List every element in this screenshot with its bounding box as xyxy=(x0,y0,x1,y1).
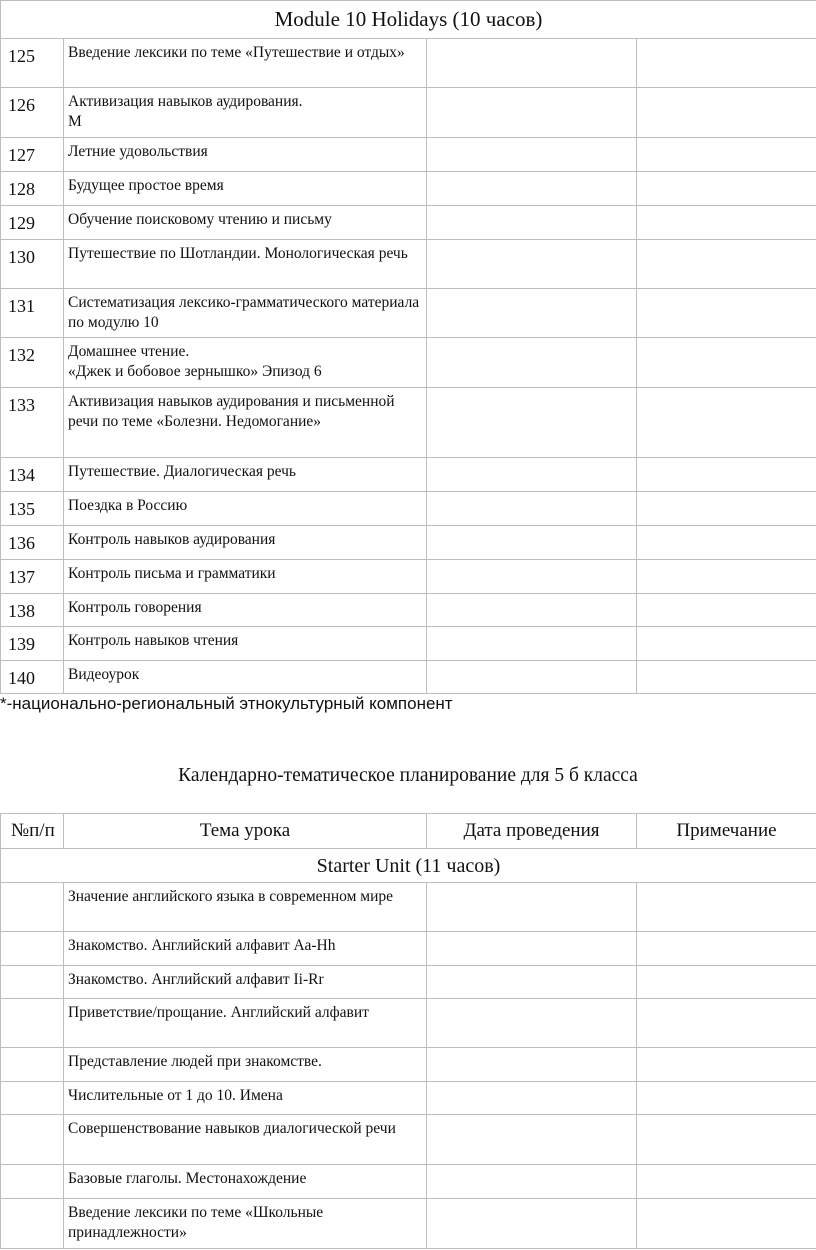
lesson-topic: Совершенствование навыков диалогической речи xyxy=(64,1115,427,1165)
lesson-number: 130 xyxy=(1,240,64,289)
lesson-note xyxy=(637,338,816,388)
lesson-note xyxy=(637,458,816,492)
lesson-number: 126 xyxy=(1,88,64,138)
lesson-note xyxy=(637,932,816,966)
table-row xyxy=(1,1199,816,1249)
lesson-number: 131 xyxy=(1,289,64,338)
lesson-number: 140 xyxy=(1,661,64,694)
lesson-date xyxy=(427,458,637,492)
plan-table xyxy=(0,813,816,1249)
table-row xyxy=(1,1165,816,1199)
lesson-topic: Поездка в Россию xyxy=(64,492,427,526)
lesson-note xyxy=(637,1115,816,1165)
table-row xyxy=(1,627,816,661)
lesson-number xyxy=(1,1199,64,1249)
table-row xyxy=(1,492,816,526)
lesson-date xyxy=(427,1165,637,1199)
lesson-note xyxy=(637,88,816,138)
table-row xyxy=(1,526,816,560)
lesson-number: 139 xyxy=(1,627,64,661)
lesson-number xyxy=(1,966,64,999)
lesson-number xyxy=(1,932,64,966)
lesson-note xyxy=(637,883,816,932)
lesson-topic: Значение английского языка в современном мире xyxy=(64,883,427,932)
lesson-date xyxy=(427,526,637,560)
lesson-number: 125 xyxy=(1,39,64,88)
lesson-note xyxy=(637,1165,816,1199)
lesson-topic: Введение лексики по теме «Школьные принадлежности» xyxy=(64,1199,427,1249)
lesson-number: 129 xyxy=(1,206,64,240)
table-row xyxy=(1,388,816,458)
lesson-note xyxy=(637,560,816,594)
lesson-date xyxy=(427,1048,637,1082)
lesson-topic: Домашнее чтение. «Джек и бобовое зернышко» Эпизод 6 xyxy=(64,338,427,388)
lesson-date xyxy=(427,1199,637,1249)
lesson-number xyxy=(1,883,64,932)
lesson-topic: Путешествие. Диалогическая речь xyxy=(64,458,427,492)
plan-table-body xyxy=(1,814,816,1249)
lesson-number xyxy=(1,1082,64,1115)
lesson-date xyxy=(427,206,637,240)
lesson-date xyxy=(427,594,637,627)
lesson-topic: Видеоурок xyxy=(64,661,427,694)
lesson-topic: Обучение поисковому чтению и письму xyxy=(64,206,427,240)
lesson-date xyxy=(427,388,637,458)
lesson-topic: Будущее простое время xyxy=(64,172,427,206)
lesson-number: 138 xyxy=(1,594,64,627)
lesson-date xyxy=(427,966,637,999)
lesson-date xyxy=(427,1082,637,1115)
lesson-date xyxy=(427,661,637,694)
lesson-date xyxy=(427,1115,637,1165)
lesson-date xyxy=(427,627,637,661)
table-row xyxy=(1,932,816,966)
lesson-date xyxy=(427,289,637,338)
lesson-note xyxy=(637,138,816,172)
module10-table-body xyxy=(1,1,816,694)
lesson-note xyxy=(637,39,816,88)
lesson-note xyxy=(637,1082,816,1115)
table-row xyxy=(1,999,816,1048)
lesson-date xyxy=(427,338,637,388)
lesson-note xyxy=(637,627,816,661)
lesson-note xyxy=(637,594,816,627)
lesson-note xyxy=(637,240,816,289)
header-date: Дата проведения xyxy=(427,814,637,849)
unit-title: Starter Unit (11 часов) xyxy=(1,849,816,883)
lesson-number: 136 xyxy=(1,526,64,560)
table-row xyxy=(1,289,816,338)
lesson-number: 133 xyxy=(1,388,64,458)
table-row xyxy=(1,172,816,206)
lesson-number: 128 xyxy=(1,172,64,206)
lesson-topic: Летние удовольствия xyxy=(64,138,427,172)
lesson-number xyxy=(1,999,64,1048)
table-row xyxy=(1,883,816,932)
lesson-date xyxy=(427,999,637,1048)
lesson-topic: Приветствие/прощание. Английский алфавит xyxy=(64,999,427,1048)
table-row xyxy=(1,88,816,138)
lesson-date xyxy=(427,88,637,138)
footnote: *-национально-региональный этнокультурный компонент xyxy=(0,694,453,713)
lesson-date xyxy=(427,240,637,289)
lesson-date xyxy=(427,172,637,206)
lesson-number: 135 xyxy=(1,492,64,526)
lesson-topic: Контроль письма и грамматики xyxy=(64,560,427,594)
plan-title: Календарно-тематическое планирование для 5 б класса xyxy=(178,765,638,786)
header-topic: Тема урока xyxy=(64,814,427,849)
lesson-topic: Систематизация лексико-грамматического материала по модулю 10 xyxy=(64,289,427,338)
lesson-number xyxy=(1,1165,64,1199)
lesson-note xyxy=(637,1048,816,1082)
lesson-note xyxy=(637,492,816,526)
module-title: Module 10 Holidays (10 часов) xyxy=(1,1,816,39)
lesson-topic: Введение лексики по теме «Путешествие и отдых» xyxy=(64,39,427,88)
lesson-topic: Контроль навыков чтения xyxy=(64,627,427,661)
lesson-topic: Базовые глаголы. Местонахождение xyxy=(64,1165,427,1199)
table-row xyxy=(1,966,816,999)
lesson-topic: Активизация навыков аудирования. М xyxy=(64,88,427,138)
lesson-topic: Контроль навыков аудирования xyxy=(64,526,427,560)
lesson-number xyxy=(1,1115,64,1165)
table-row xyxy=(1,1115,816,1165)
lesson-note xyxy=(637,966,816,999)
lesson-note xyxy=(637,661,816,694)
lesson-date xyxy=(427,560,637,594)
lesson-note xyxy=(637,999,816,1048)
lesson-topic: Знакомство. Английский алфавит Ii-Rr xyxy=(64,966,427,999)
header-number: №п/п xyxy=(1,814,64,849)
lesson-date xyxy=(427,883,637,932)
lesson-topic: Контроль говорения xyxy=(64,594,427,627)
table-row xyxy=(1,594,816,627)
table-row xyxy=(1,1048,816,1082)
header-note: Примечание xyxy=(637,814,816,849)
table-row xyxy=(1,39,816,88)
lesson-number: 127 xyxy=(1,138,64,172)
lesson-number: 132 xyxy=(1,338,64,388)
table-row xyxy=(1,206,816,240)
lesson-number: 137 xyxy=(1,560,64,594)
lesson-date xyxy=(427,39,637,88)
lesson-topic: Числительные от 1 до 10. Имена xyxy=(64,1082,427,1115)
lesson-topic: Знакомство. Английский алфавит Аа-Hh xyxy=(64,932,427,966)
lesson-note xyxy=(637,172,816,206)
lesson-topic: Представление людей при знакомстве. xyxy=(64,1048,427,1082)
lesson-topic: Активизация навыков аудирования и письменной речи по теме «Болезни. Недомогание» xyxy=(64,388,427,458)
table-row xyxy=(1,560,816,594)
table-row xyxy=(1,240,816,289)
table-row xyxy=(1,138,816,172)
lesson-number xyxy=(1,1048,64,1082)
lesson-date xyxy=(427,492,637,526)
table-row xyxy=(1,1082,816,1115)
lesson-number: 134 xyxy=(1,458,64,492)
table-row xyxy=(1,661,816,694)
lesson-date xyxy=(427,932,637,966)
lesson-note xyxy=(637,206,816,240)
lesson-topic: Путешествие по Шотландии. Монологическая речь xyxy=(64,240,427,289)
table-row xyxy=(1,338,816,388)
lesson-note xyxy=(637,1199,816,1249)
lesson-note xyxy=(637,289,816,338)
lesson-date xyxy=(427,138,637,172)
table-row xyxy=(1,458,816,492)
lesson-note xyxy=(637,388,816,458)
lesson-note xyxy=(637,526,816,560)
